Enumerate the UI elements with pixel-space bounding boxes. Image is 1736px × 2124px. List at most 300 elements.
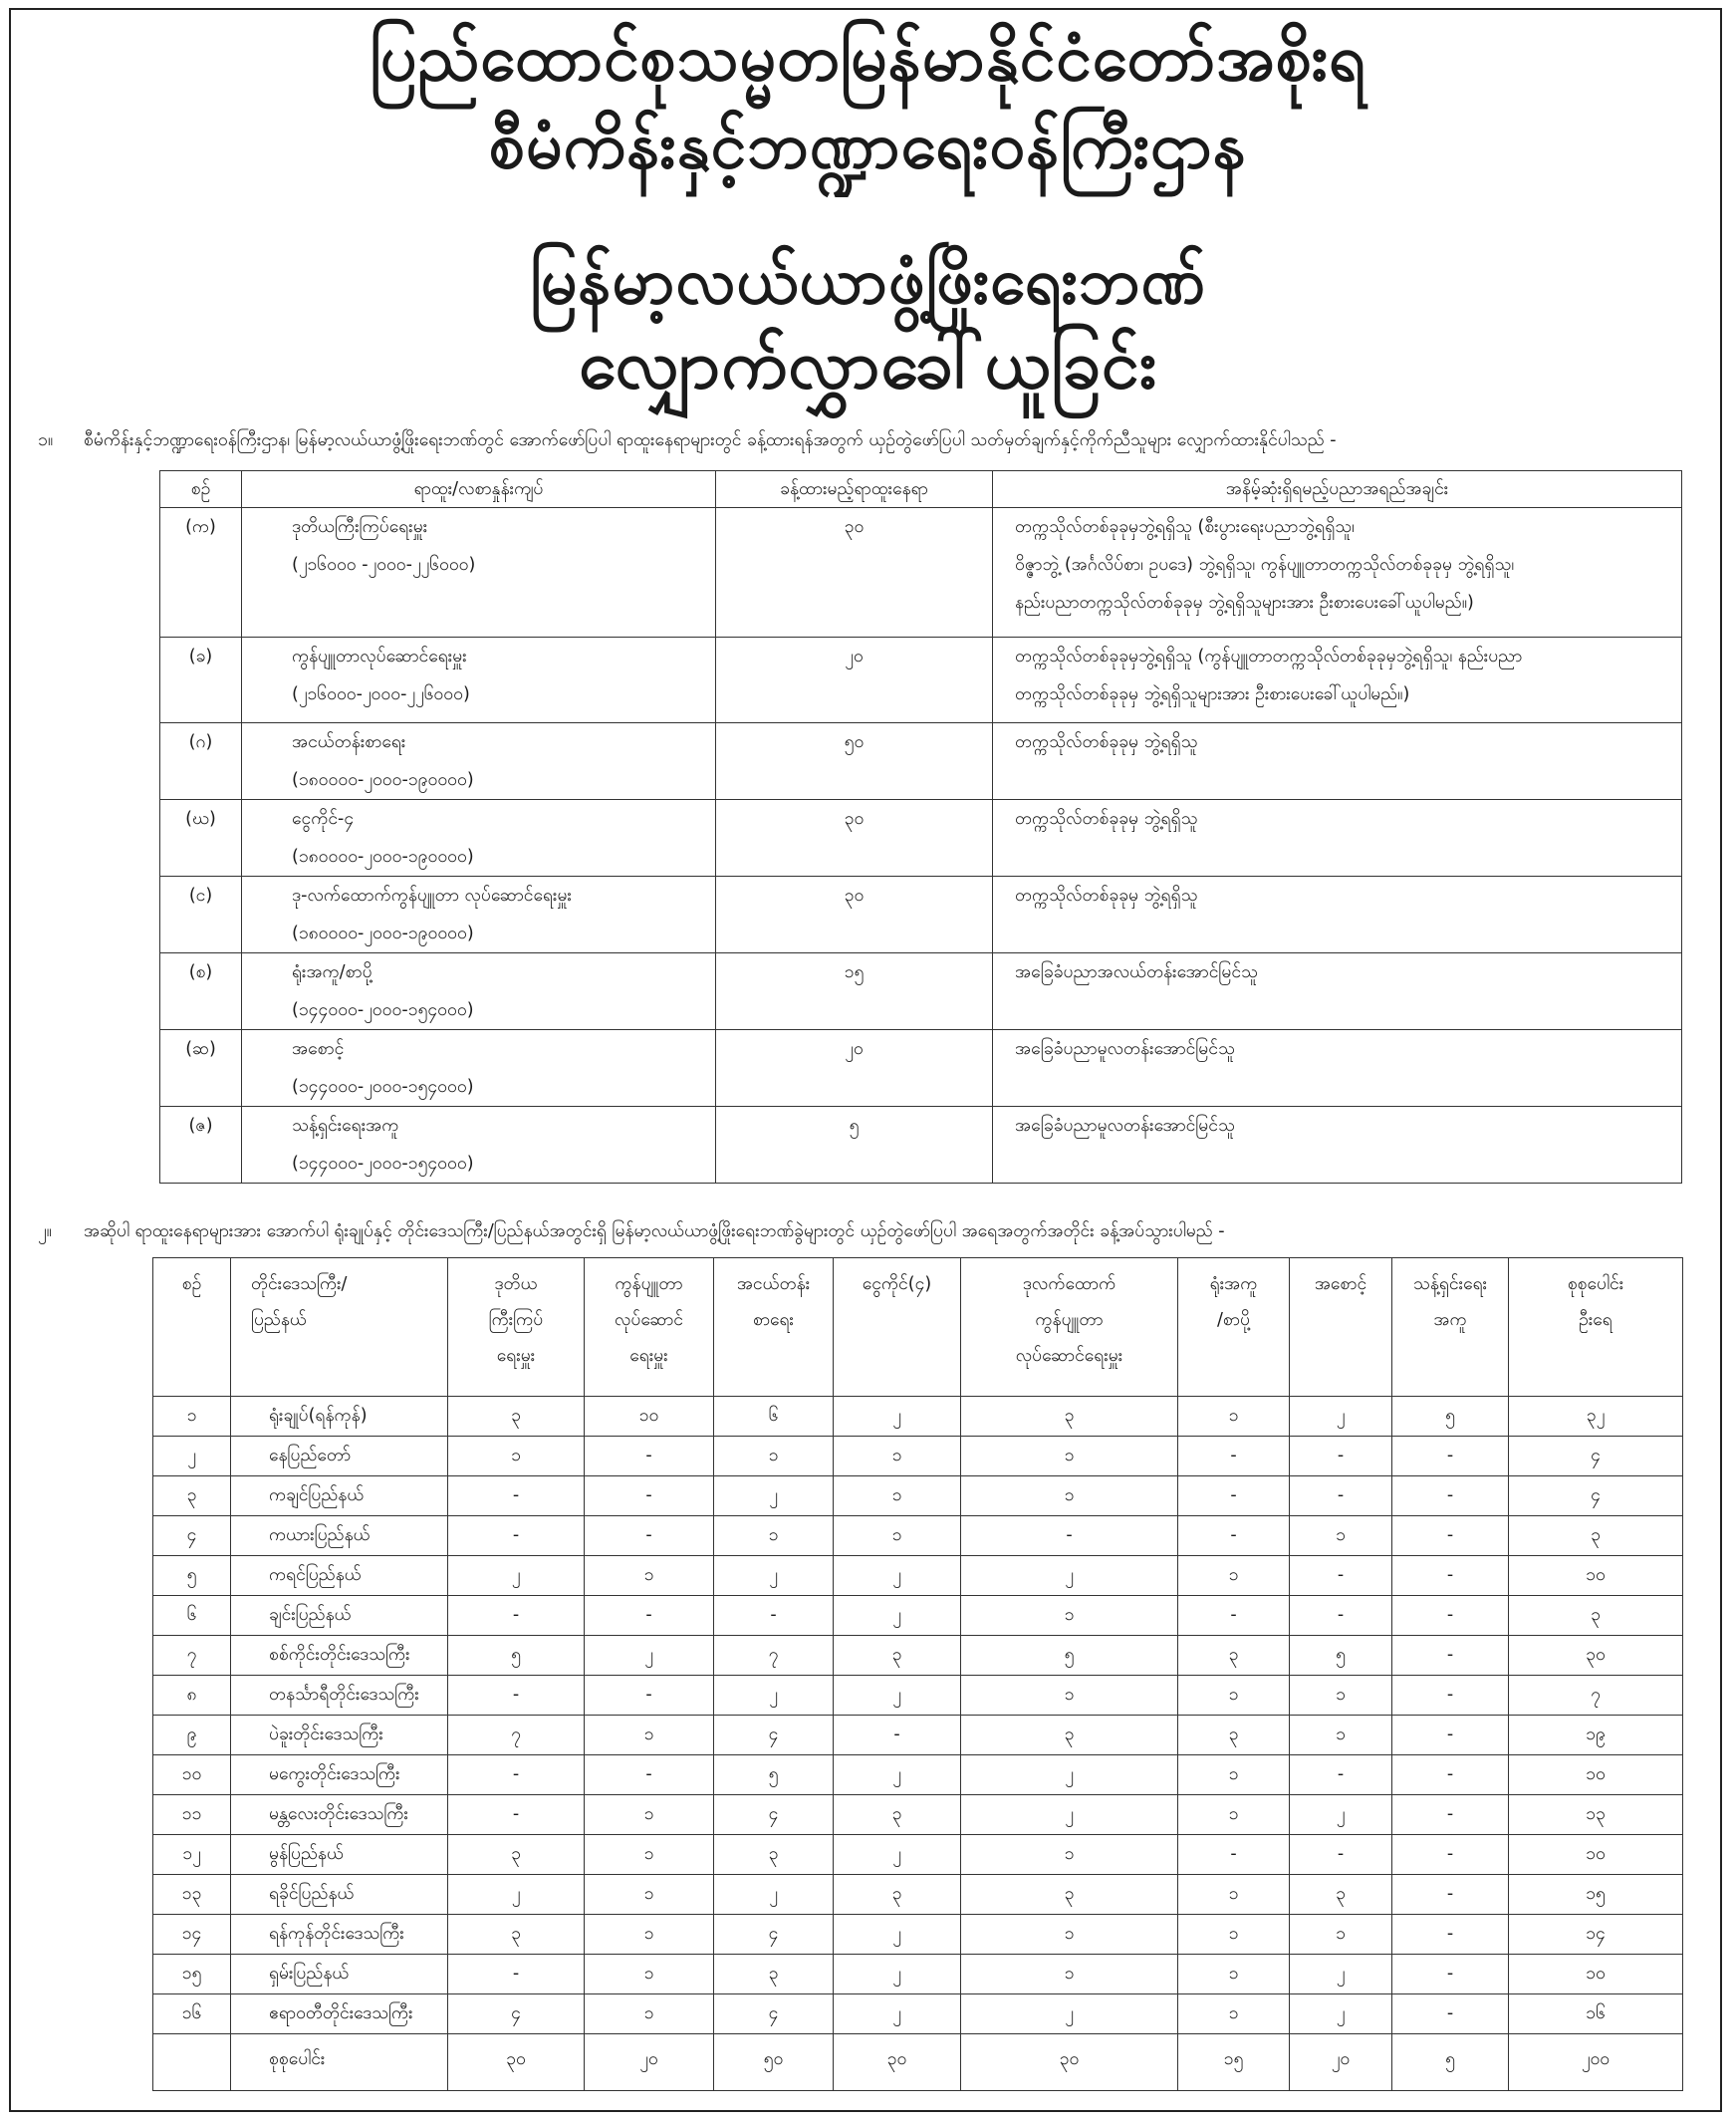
vacancy-cell: ၂ [1290, 1397, 1392, 1437]
vacancy-cell: ၂ [448, 1556, 585, 1596]
note-2-number: ၂။ [38, 1221, 52, 1241]
vacancy-cell: ၃ [961, 1875, 1178, 1915]
vacancy-cell: ၇ [448, 1716, 585, 1755]
header-line: လုပ်ဆောင်ရေးမှူး [1015, 1346, 1123, 1366]
position-qualification-cell [993, 1107, 1682, 1184]
position-number: (ဂ) [160, 723, 242, 800]
vacancy-cell: ၁ [1178, 1397, 1290, 1437]
header-line: ကွန်ပျူတာ [1035, 1310, 1104, 1330]
header-line: အကူ [1433, 1310, 1467, 1330]
header-line: တိုင်းဒေသကြီး/ [251, 1274, 348, 1294]
vacancy-cell: ၂ [1290, 1994, 1392, 2034]
vacancy-cell: - [448, 1955, 585, 1994]
vacancy-cell: - [1392, 1875, 1509, 1915]
row-number: ၈ [153, 1676, 231, 1716]
row-number: ၆ [153, 1596, 231, 1636]
note-1-number: ၁။ [38, 430, 54, 450]
vacancy-cell: - [585, 1516, 714, 1556]
regions-col-header [231, 1258, 448, 1397]
vacancy-cell: ၁၄ [1509, 1915, 1683, 1955]
row-number: ၂ [153, 1437, 231, 1476]
vacancy-cell: - [1392, 1795, 1509, 1835]
vacancy-cell: - [448, 1516, 585, 1556]
vacancy-cell: ၂ [714, 1676, 834, 1716]
vacancy-cell: ၃ [961, 1716, 1178, 1755]
position-title: ငွေကိုင်-၄ [292, 809, 355, 829]
vacancy-cell: ၂ [834, 1994, 961, 2034]
vacancy-cell: ၁ [1178, 1955, 1290, 1994]
region-name: စစ်ကိုင်းတိုင်းဒေသကြီး [231, 1636, 448, 1676]
vacancy-cell: ၅ [1392, 2034, 1509, 2091]
vacancy-cell: ၁၀ [1509, 1955, 1683, 1994]
vacancy-cell: ၁ [961, 1915, 1178, 1955]
vacancy-cell: ၂ [961, 1994, 1178, 2034]
header-line: အငယ်တန်း [736, 1274, 811, 1294]
position-salary: (၁၈၀၀၀၀-၂၀၀၀-၁၉၀၀၀၀) [292, 924, 474, 943]
vacancy-cell: ၁ [714, 1437, 834, 1476]
vacancy-cell: - [1392, 1955, 1509, 1994]
vacancy-cell: - [448, 1795, 585, 1835]
vacancy-cell: ၁ [1178, 1875, 1290, 1915]
vacancy-cell: - [1290, 1437, 1392, 1476]
header-line: ဦးရေ [1579, 1310, 1612, 1330]
position-qualification-cell [993, 953, 1682, 1030]
region-name: ရုံးချုပ်(ရန်ကုန်) [231, 1397, 448, 1437]
region-name: ပဲခူးတိုင်းဒေသကြီး [231, 1716, 448, 1755]
col-header-vacancy: ခန့်ထားမည့်ရာထူးနေရာ [716, 471, 993, 508]
position-vacancy-count: ၅၀ [716, 723, 993, 800]
position-salary: (၁၄၄၀၀၀-၂၀၀၀-၁၅၄၀၀၀) [292, 1154, 474, 1174]
vacancy-cell: ၂၀ [1290, 2034, 1392, 2091]
regions-col-header [1290, 1258, 1392, 1397]
vacancy-cell: - [1178, 1516, 1290, 1556]
vacancy-cell: ၂ [714, 1476, 834, 1516]
vacancy-cell: ၃ [714, 1835, 834, 1875]
region-row [153, 1716, 1683, 1755]
vacancy-cell: - [448, 1596, 585, 1636]
vacancy-cell: - [1178, 1596, 1290, 1636]
vacancy-cell: ၃ [448, 1835, 585, 1875]
vacancy-cell: ၁ [585, 1716, 714, 1755]
region-row [153, 1596, 1683, 1636]
vacancy-cell: - [1392, 1596, 1509, 1636]
position-vacancy-count: ၃၀ [716, 800, 993, 877]
vacancy-cell: ၂ [714, 1556, 834, 1596]
vacancy-cell: ၃၀ [834, 2034, 961, 2091]
vacancy-cell: ၁ [1178, 1915, 1290, 1955]
vacancy-cell: ၁ [961, 1955, 1178, 1994]
region-name: ရန်ကုန်တိုင်းဒေသကြီး [231, 1915, 448, 1955]
vacancy-cell: ၂ [834, 1676, 961, 1716]
regions-col-header [961, 1258, 1178, 1397]
vacancy-cell: ၂ [834, 1556, 961, 1596]
region-name: မွန်ပြည်နယ် [231, 1835, 448, 1875]
vacancy-cell: - [1290, 1596, 1392, 1636]
vacancy-cell: - [1290, 1476, 1392, 1516]
vacancy-cell: - [961, 1516, 1178, 1556]
position-number: (ခ) [160, 638, 242, 723]
vacancy-cell: - [1392, 1994, 1509, 2034]
position-title-cell [242, 723, 716, 800]
qualification-line: တက္ကသိုလ်တစ်ခုခုမှ ဘွဲ့ရရှိသူ [1015, 886, 1198, 906]
region-name: နေပြည်တော် [231, 1437, 448, 1476]
region-name: မန္တလေးတိုင်းဒေသကြီး [231, 1795, 448, 1835]
region-name: စုစုပေါင်း [231, 2034, 448, 2091]
vacancy-cell: ၃ [714, 1955, 834, 1994]
region-row [153, 1556, 1683, 1596]
title-announcement: လျှောက်လွှာခေါ်ယူခြင်း [578, 326, 1158, 404]
vacancy-cell: ၁၉ [1509, 1716, 1683, 1755]
position-row [160, 508, 1682, 638]
vacancy-cell: ၂ [585, 1636, 714, 1676]
vacancy-cell: ၁၀ [1509, 1556, 1683, 1596]
position-vacancy-count: ၃၀ [716, 508, 993, 638]
vacancy-cell: ၁ [834, 1476, 961, 1516]
vacancy-cell: - [585, 1755, 714, 1795]
vacancy-cell: ၃ [1509, 1516, 1683, 1556]
vacancy-cell: ၇ [714, 1636, 834, 1676]
vacancy-cell: ၁၃ [1509, 1795, 1683, 1835]
header-line: /စာပို့ [1217, 1310, 1250, 1330]
col-header-title-salary: ရာထူး/လစာနှုန်းကျပ် [242, 471, 716, 508]
region-name: မကွေးတိုင်းဒေသကြီး [231, 1755, 448, 1795]
region-name: တနင်္သာရီတိုင်းဒေသကြီး [231, 1676, 448, 1716]
vacancy-cell: ၃ [1509, 1596, 1683, 1636]
header-line: သန့်ရှင်းရေး [1412, 1274, 1488, 1294]
vacancy-cell: ၇ [1509, 1676, 1683, 1716]
vacancy-cell: ၂ [961, 1556, 1178, 1596]
vacancy-cell: ၁ [1178, 1795, 1290, 1835]
position-title: ကွန်ပျူတာလုပ်ဆောင်ရေးမှူး [292, 647, 467, 666]
vacancy-cell: ၁၀ [585, 1397, 714, 1437]
header-line: ငွေကိုင်(၄) [862, 1274, 932, 1294]
position-row [160, 1030, 1682, 1107]
position-row [160, 800, 1682, 877]
position-qualification-cell [993, 877, 1682, 953]
vacancy-cell: ၆ [714, 1397, 834, 1437]
vacancy-cell: ၂ [834, 1835, 961, 1875]
position-qualification-cell [993, 723, 1682, 800]
vacancy-cell: ၁ [585, 1875, 714, 1915]
vacancy-cell: ၁ [961, 1476, 1178, 1516]
vacancy-cell: ၁ [1178, 1994, 1290, 2034]
vacancy-cell: - [1392, 1476, 1509, 1516]
region-row [153, 1516, 1683, 1556]
qualification-line: အခြေခံပညာမူလတန်းအောင်မြင်သူ [1015, 1039, 1235, 1059]
position-title: ရုံးအကူ/စာပို့ [292, 962, 372, 982]
note-1-text: စီမံကိန်းနှင့်ဘဏ္ဍာရေးဝန်ကြီးဌာန၊ မြန်မာ့လယ်ယာဖွံ့ဖြိုးရေးဘဏ်တွင် အောက်ဖော်ပြပါ ရာထူးနေရာများတွင် ခန့်ထားရန်အတွက် ယှဉ်တွဲဖော်ပြပါ သတ်မှတ်ချက်နှင့်ကိုက်ညီသူများ လျှောက်ထားနိုင်ပါသည် - [84, 430, 1337, 450]
region-row [153, 1915, 1683, 1955]
region-row [153, 1875, 1683, 1915]
vacancy-cell: ၅ [448, 1636, 585, 1676]
qualification-line: တက္ကသိုလ်တစ်ခုခုမှဘွဲ့ရရှိသူ (စီးပွားရေးပညာဘွဲ့ရရှိသူ၊ [1015, 517, 1355, 537]
vacancy-cell: - [1290, 1755, 1392, 1795]
position-title: ဒု-လက်ထောက်ကွန်ပျူတာ လုပ်ဆောင်ရေးမှူး [292, 886, 572, 906]
vacancy-cell: - [1290, 1835, 1392, 1875]
vacancy-cell: ၁ [961, 1835, 1178, 1875]
region-row [153, 1955, 1683, 1994]
row-number: ၁၁ [153, 1795, 231, 1835]
row-number: ၁၀ [153, 1755, 231, 1795]
vacancy-cell: ၁ [961, 1437, 1178, 1476]
vacancy-cell: - [1290, 1556, 1392, 1596]
vacancy-cell: - [1178, 1835, 1290, 1875]
vacancy-cell: ၁ [1178, 1556, 1290, 1596]
vacancy-cell: ၁ [961, 1596, 1178, 1636]
regions-table [152, 1257, 1683, 2091]
vacancy-cell: ၂ [834, 1955, 961, 1994]
vacancy-cell: ၄ [714, 1795, 834, 1835]
region-name: ချင်းပြည်နယ် [231, 1596, 448, 1636]
vacancy-cell: ၁ [834, 1437, 961, 1476]
vacancy-cell: ၁ [585, 1994, 714, 2034]
position-vacancy-count: ၃၀ [716, 877, 993, 953]
vacancy-cell: ၃ [448, 1397, 585, 1437]
vacancy-cell: ၁ [1178, 1676, 1290, 1716]
position-title-cell [242, 638, 716, 723]
header-line: စာရေး [752, 1310, 795, 1330]
vacancy-cell: ၂ [1290, 1955, 1392, 1994]
vacancy-cell: - [834, 1716, 961, 1755]
regions-header-row [153, 1258, 1683, 1397]
vacancy-cell: ၁ [1290, 1676, 1392, 1716]
position-number: (ဇ) [160, 1107, 242, 1184]
qualification-line: အခြေခံပညာမူလတန်းအောင်မြင်သူ [1015, 1116, 1235, 1136]
vacancy-cell: ၂ [961, 1755, 1178, 1795]
vacancy-cell: ၃ [1178, 1636, 1290, 1676]
vacancy-cell: ၁၆ [1509, 1994, 1683, 2034]
vacancy-cell: ၁ [834, 1516, 961, 1556]
position-number: (ဆ) [160, 1030, 242, 1107]
position-qualification-cell [993, 1030, 1682, 1107]
region-name: ကချင်ပြည်နယ် [231, 1476, 448, 1516]
header-line: လုပ်ဆောင် [614, 1310, 684, 1330]
header-line: ကွန်ပျူတာ [615, 1274, 683, 1294]
vacancy-cell: ၃ [1178, 1716, 1290, 1755]
position-row [160, 953, 1682, 1030]
row-number: ၃ [153, 1476, 231, 1516]
positions-table [159, 470, 1682, 1184]
vacancy-cell: ၂ [834, 1755, 961, 1795]
vacancy-cell: - [1178, 1476, 1290, 1516]
vacancy-cell: ၁ [1290, 1516, 1392, 1556]
vacancy-cell: ၂ [834, 1397, 961, 1437]
vacancy-cell: ၅ [1392, 1397, 1509, 1437]
position-qualification-cell [993, 508, 1682, 638]
note-1 [38, 428, 1337, 452]
position-title-cell [242, 877, 716, 953]
position-salary: (၂၁၆၀၀၀ -၂၀၀၀-၂၂၆၀၀၀) [292, 555, 476, 575]
position-salary: (၁၈၀၀၀၀-၂၀၀၀-၁၉၀၀၀၀) [292, 847, 474, 867]
header-line: ရေးမှူး [629, 1346, 668, 1366]
vacancy-cell: ၁၅ [1178, 2034, 1290, 2091]
header-line: အစောင့် [1314, 1274, 1367, 1294]
vacancy-cell: ၄ [714, 1994, 834, 2034]
vacancy-cell: ၁ [585, 1795, 714, 1835]
vacancy-cell: ၁၀ [1509, 1755, 1683, 1795]
position-row [160, 877, 1682, 953]
position-salary: (၁၄၄၀၀၀-၂၀၀၀-၁၅၄၀၀၀) [292, 1000, 474, 1020]
vacancy-cell: ၂ [1290, 1795, 1392, 1835]
position-vacancy-count: ၂၀ [716, 638, 993, 723]
position-vacancy-count: ၂၀ [716, 1030, 993, 1107]
vacancy-cell: ၅၀ [714, 2034, 834, 2091]
vacancy-cell: ၁ [714, 1516, 834, 1556]
vacancy-cell: - [1392, 1755, 1509, 1795]
row-number: ၁၂ [153, 1835, 231, 1875]
vacancy-cell: ၄ [714, 1716, 834, 1755]
vacancy-cell: ၁ [585, 1556, 714, 1596]
vacancy-cell: ၅ [714, 1755, 834, 1795]
region-row [153, 1397, 1683, 1437]
row-number: ၁၄ [153, 1915, 231, 1955]
vacancy-cell: ၄ [714, 1915, 834, 1955]
vacancy-cell: ၃ [448, 1915, 585, 1955]
region-row [153, 1795, 1683, 1835]
position-title-cell [242, 508, 716, 638]
position-title: အငယ်တန်းစာရေး [292, 732, 406, 752]
vacancy-cell: ၁ [1290, 1915, 1392, 1955]
region-row [153, 1755, 1683, 1795]
vacancy-cell: - [585, 1596, 714, 1636]
qualification-line: တက္ကသိုလ်တစ်ခုခုမှ ဘွဲ့ရရှိသူများအား ဦးစားပေးခေါ်ယူပါမည်။) [1015, 684, 1410, 704]
position-title: အစောင့် [292, 1039, 345, 1059]
vacancy-cell: - [1392, 1676, 1509, 1716]
vacancy-cell: ၁ [448, 1437, 585, 1476]
vacancy-cell: ၂၀၀ [1509, 2034, 1683, 2091]
region-row [153, 1476, 1683, 1516]
row-number: ၉ [153, 1716, 231, 1755]
vacancy-cell: ၃၂ [1509, 1397, 1683, 1437]
vacancy-cell: - [448, 1755, 585, 1795]
header-line: ရုံးအကူ [1209, 1274, 1258, 1294]
vacancy-cell: - [585, 1676, 714, 1716]
vacancy-cell: - [448, 1476, 585, 1516]
region-name: ဧရာဝတီတိုင်းဒေသကြီး [231, 1994, 448, 2034]
position-number: (စ) [160, 953, 242, 1030]
vacancy-cell: ၃၀ [1509, 1636, 1683, 1676]
position-title-cell [242, 800, 716, 877]
row-number: ၁၆ [153, 1994, 231, 2034]
position-vacancy-count: ၅ [716, 1107, 993, 1184]
vacancy-cell: ၃ [834, 1795, 961, 1835]
vacancy-cell: - [1392, 1636, 1509, 1676]
position-title-cell [242, 953, 716, 1030]
vacancy-cell: ၁ [585, 1915, 714, 1955]
qualification-line: တက္ကသိုလ်တစ်ခုခုမှ ဘွဲ့ရရှိသူ [1015, 732, 1198, 752]
vacancy-cell: ၁ [585, 1835, 714, 1875]
vacancy-cell: ၅ [1290, 1636, 1392, 1676]
vacancy-cell: ၃ [961, 1397, 1178, 1437]
regions-col-header [585, 1258, 714, 1397]
vacancy-cell: ၂ [834, 1596, 961, 1636]
vacancy-cell: ၂ [834, 1915, 961, 1955]
region-name: ရှမ်းပြည်နယ် [231, 1955, 448, 1994]
region-row [153, 1994, 1683, 2034]
note-2 [38, 1219, 1225, 1243]
vacancy-cell: ၂၀ [585, 2034, 714, 2091]
row-number: ၁၃ [153, 1875, 231, 1915]
position-row [160, 638, 1682, 723]
region-row [153, 1676, 1683, 1716]
vacancy-cell: ၁၀ [1509, 1835, 1683, 1875]
vacancy-cell: ၄ [1509, 1476, 1683, 1516]
region-row [153, 1636, 1683, 1676]
row-number: ၁ [153, 1397, 231, 1437]
vacancy-cell: ၄ [1509, 1437, 1683, 1476]
region-name: ကယားပြည်နယ် [231, 1516, 448, 1556]
vacancy-cell: - [1392, 1915, 1509, 1955]
regions-col-header [1509, 1258, 1683, 1397]
position-title: သန့်ရှင်းရေးအကူ [292, 1116, 399, 1136]
regions-col-header [834, 1258, 961, 1397]
position-vacancy-count: ၁၅ [716, 953, 993, 1030]
vacancy-cell: ၃ [834, 1636, 961, 1676]
region-name: ရခိုင်ပြည်နယ် [231, 1875, 448, 1915]
vacancy-cell: ၁ [961, 1676, 1178, 1716]
vacancy-cell: - [1392, 1516, 1509, 1556]
position-title-cell [242, 1107, 716, 1184]
qualification-line: တက္ကသိုလ်တစ်ခုခုမှ ဘွဲ့ရရှိသူ [1015, 809, 1198, 829]
regions-col-header [153, 1258, 231, 1397]
header-line: ဒုတိယ [494, 1274, 538, 1294]
position-qualification-cell [993, 638, 1682, 723]
vacancy-cell: - [448, 1676, 585, 1716]
vacancy-cell: - [585, 1476, 714, 1516]
qualification-line: တက္ကသိုလ်တစ်ခုခုမှဘွဲ့ရရှိသူ (ကွန်ပျူတာတက္ကသိုလ်တစ်ခုခုမှဘွဲ့ရရှိသူ၊ နည်းပညာ [1015, 647, 1523, 666]
col-header-qualification: အနိမ့်ဆုံးရှိရမည့်ပညာအရည်အချင်း [993, 471, 1682, 508]
header-line: ကြီးကြပ် [488, 1310, 544, 1330]
vacancy-cell: ၃၀ [961, 2034, 1178, 2091]
vacancy-cell: ၂ [714, 1875, 834, 1915]
vacancy-cell: ၃ [1290, 1875, 1392, 1915]
vacancy-cell: - [1392, 1716, 1509, 1755]
positions-header-row [160, 471, 1682, 508]
position-salary: (၁၄၄၀၀၀-၂၀၀၀-၁၅၄၀၀၀) [292, 1077, 474, 1097]
vacancy-cell: ၃၀ [448, 2034, 585, 2091]
position-salary: (၁၈၀၀၀၀-၂၀၀၀-၁၉၀၀၀၀) [292, 770, 474, 790]
vacancy-cell: ၅ [961, 1636, 1178, 1676]
title-bank: မြန်မာ့လယ်ယာဖွံ့ဖြိုးရေးဘဏ် [530, 245, 1206, 319]
regions-col-header [714, 1258, 834, 1397]
regions-col-header [448, 1258, 585, 1397]
position-salary: (၂၁၆၀၀၀-၂၀၀၀-၂၂၆၀၀၀) [292, 684, 470, 704]
row-number: ၄ [153, 1516, 231, 1556]
region-name: ကရင်ပြည်နယ် [231, 1556, 448, 1596]
vacancy-cell: ၄ [448, 1994, 585, 2034]
vacancy-cell: - [585, 1437, 714, 1476]
vacancy-cell: - [1392, 1556, 1509, 1596]
row-number: ၁၅ [153, 1955, 231, 1994]
position-title-cell [242, 1030, 716, 1107]
qualification-line: အခြေခံပညာအလယ်တန်းအောင်မြင်သူ [1015, 962, 1258, 982]
header-line: ပြည်နယ် [251, 1310, 307, 1330]
title-government: ပြည်ထောင်စုသမ္မတမြန်မာနိုင်ငံတော်အစိုးရ [370, 22, 1366, 96]
vacancy-cell: ၁ [1178, 1755, 1290, 1795]
position-number: (င) [160, 877, 242, 953]
position-number: (ဃ) [160, 800, 242, 877]
total-row [153, 2034, 1683, 2091]
row-number [153, 2034, 231, 2091]
vacancy-cell: ၂ [448, 1875, 585, 1915]
position-title: ဒုတိယကြီးကြပ်ရေးမှူး [292, 517, 428, 537]
regions-col-header [1178, 1258, 1290, 1397]
qualification-line: ဝိဇ္ဇာဘွဲ့ (အင်္ဂလိပ်စာ၊ ဥပဒေ) ဘွဲ့ရရှိသူ၊ ကွန်ပျူတာတက္ကသိုလ်တစ်ခုခုမှ ဘွဲ့ရရှိသူ၊ [1015, 555, 1515, 575]
header-line: ဒုလက်ထောက် [1022, 1274, 1116, 1294]
qualification-line: နည်းပညာတက္ကသိုလ်တစ်ခုခုမှ ဘွဲ့ရရှိသူများအား ဦးစားပေးခေါ်ယူပါမည်။) [1015, 593, 1474, 613]
position-qualification-cell [993, 800, 1682, 877]
vacancy-cell: - [1392, 1437, 1509, 1476]
